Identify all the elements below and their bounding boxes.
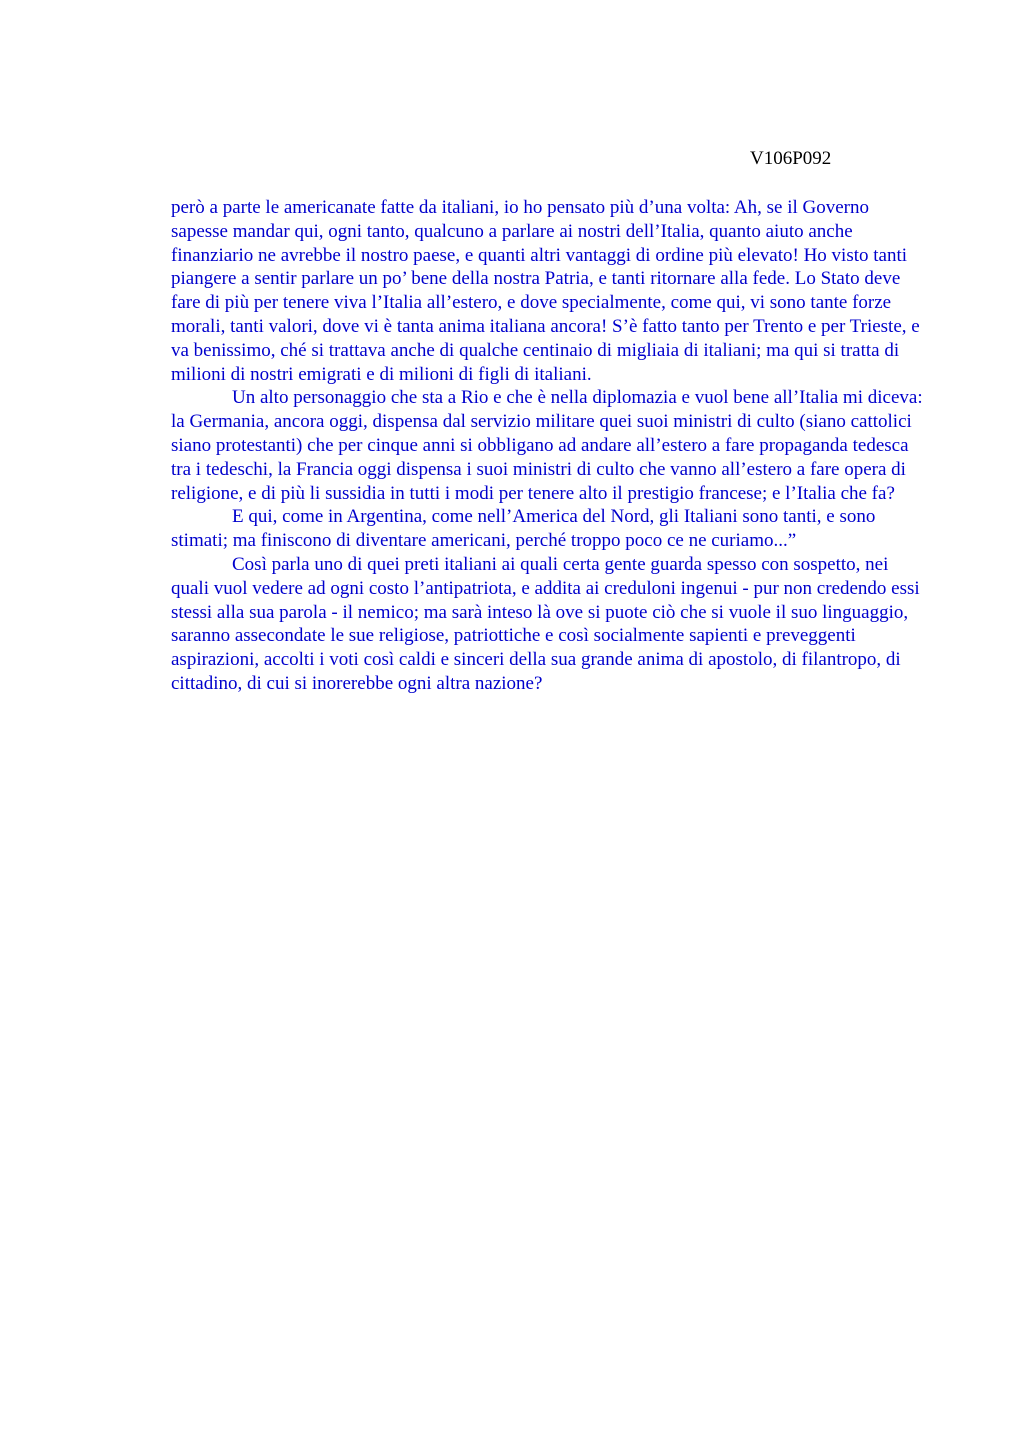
paragraph: Così parla uno di quei preti italiani ai quali certa gente guarda spesso con sospetto, nei quali vuol vedere ad ogni costo l’antipatriota, e addita ai creduloni ingenui - pur non credendo essi stessi alla sua parola - il nemico; ma sarà inteso là ove si puote ciò che si vuole il suo linguaggio, saranno assecondate le sue religiose, patriottiche e così socialmente sapienti e preveggenti aspirazioni, accolti i voti così caldi e sinceri della sua grande anima di apostolo, di filantropo, di cittadino, di cui si inorerebbe ogni altra nazione?	[171, 553, 920, 694]
document-body	[171, 196, 927, 696]
paragraph: però a parte le americanate fatte da italiani, io ho pensato più d’una volta: Ah, se il Governo sapesse mandar qui, ogni tanto, qualcuno a parlare ai nostri dell’Italia, quanto aiuto anche finanziario ne avrebbe il nostro paese, e quanti altri vantaggi di ordine più elevato! Ho visto tanti piangere a sentir parlare un po’ bene della nostra Patria, e tanti ritornare alla fede. Lo Stato deve fare di più per tenere viva l’Italia all’estero, e dove specialmente, come qui, vi sono tante forze morali, tanti valori, dove vi è tanta anima italiana ancora! S’è fatto tanto per Trento e per Trieste, e va benissimo, ché si trattava anche di qualche centinaio di migliaia di italiani; ma qui si tratta di milioni di nostri emigrati e di milioni di figli di italiani.	[171, 197, 920, 385]
paragraph: Un alto personaggio che sta a Rio e che è nella diplomazia e vuol bene all’Italia mi diceva: la Germania, ancora oggi, dispensa dal servizio militare quei suoi ministri di culto (siano cattolici siano protestanti) che per cinque anni si obbligano ad andare all’estero a fare propaganda tedesca tra i tedeschi, la Francia oggi dispensa i suoi ministri di culto che vanno all’estero a fare opera di religione, e di più li sussidia in tutti i modi per tenere alto il prestigio francese; e l’Italia che fa?	[171, 387, 923, 504]
paragraph: E qui, come in Argentina, come nell’America del Nord, gli Italiani sono tanti, e sono stimati; ma finiscono di diventare americani, perché troppo poco ce ne curiamo...”	[171, 506, 876, 552]
page-reference: V106P092	[750, 148, 832, 169]
